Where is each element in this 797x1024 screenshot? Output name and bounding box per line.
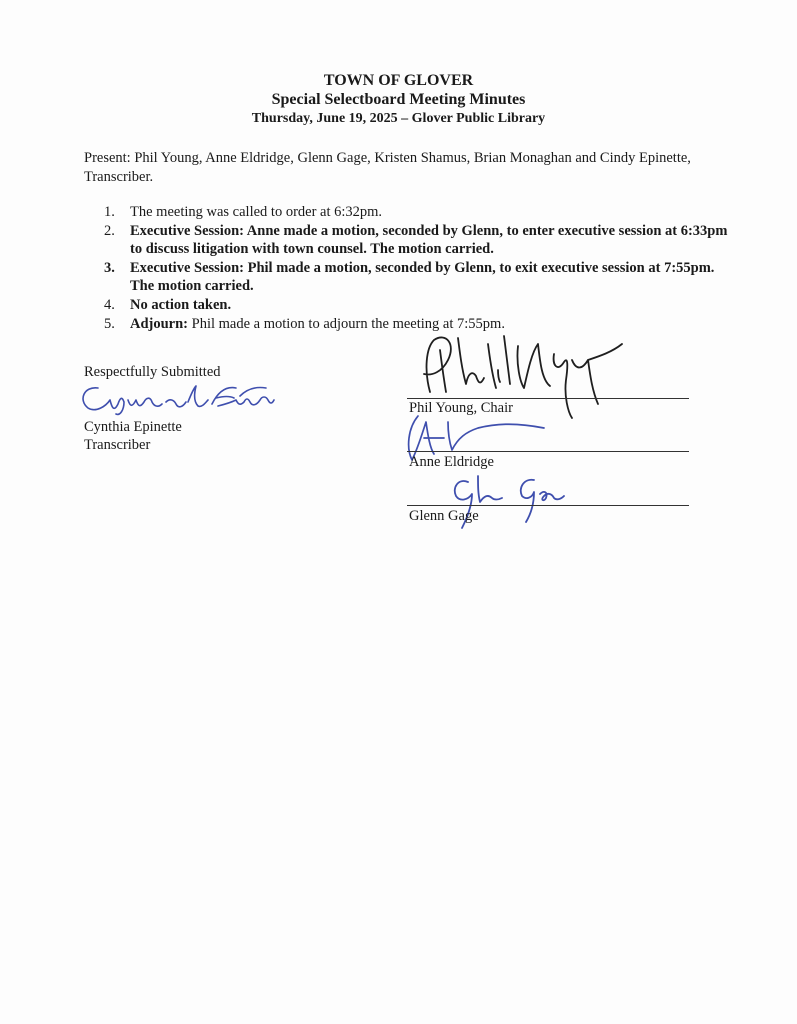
item-number: 4. — [104, 296, 115, 313]
anne-eldridge-label: Anne Eldridge — [409, 454, 494, 470]
respectfully-submitted: Respectfully Submitted — [84, 364, 221, 380]
item-number: 1. — [104, 204, 115, 220]
glenn-gage-label: Glenn Gage — [409, 508, 479, 524]
item-bold-text: Adjourn: — [130, 315, 189, 332]
document-header — [0, 71, 797, 128]
meeting-title: Special Selectboard Meeting Minutes — [271, 91, 526, 108]
agenda-item — [104, 203, 734, 222]
transcriber-block — [84, 418, 182, 454]
agenda-list — [104, 203, 734, 333]
item-number: 3. — [104, 259, 115, 276]
signature-line — [407, 451, 689, 452]
attendees-paragraph: Present: Phil Young, Anne Eldridge, Glenn Gage, Kristen Shamus, Brian Monaghan and Cindy Epinette, Transcriber. — [84, 150, 691, 185]
transcriber-signature — [76, 378, 276, 418]
phil-young-label: Phil Young, Chair — [409, 400, 513, 416]
transcriber-role: Transcriber — [84, 437, 151, 453]
agenda-item — [104, 222, 734, 259]
meeting-date-location: Thursday, June 19, 2025 – Glover Public Library — [251, 111, 546, 126]
town-title: TOWN OF GLOVER — [323, 72, 474, 89]
item-number: 2. — [104, 222, 115, 239]
item-bold-text: No action taken. — [130, 296, 232, 313]
transcriber-name: Cynthia Epinette — [84, 419, 182, 435]
item-bold-text: Executive Session: Anne made a motion, seconded by Glenn, to enter executive session at 6:33pm to discuss litigation with town counsel. The motion carried. — [130, 222, 728, 258]
item-bold-text: Executive Session: Phil made a motion, seconded by Glenn, to exit executive session at 7:55pm. The motion carried. — [130, 259, 715, 295]
agenda-item — [104, 259, 734, 296]
item-number: 5. — [104, 315, 115, 332]
signature-line — [407, 505, 689, 506]
item-text: The meeting was called to order at 6:32pm. — [130, 204, 383, 220]
agenda-item — [104, 296, 734, 315]
item-text: Phil made a motion to adjourn the meeting at 7:55pm. — [188, 315, 505, 332]
